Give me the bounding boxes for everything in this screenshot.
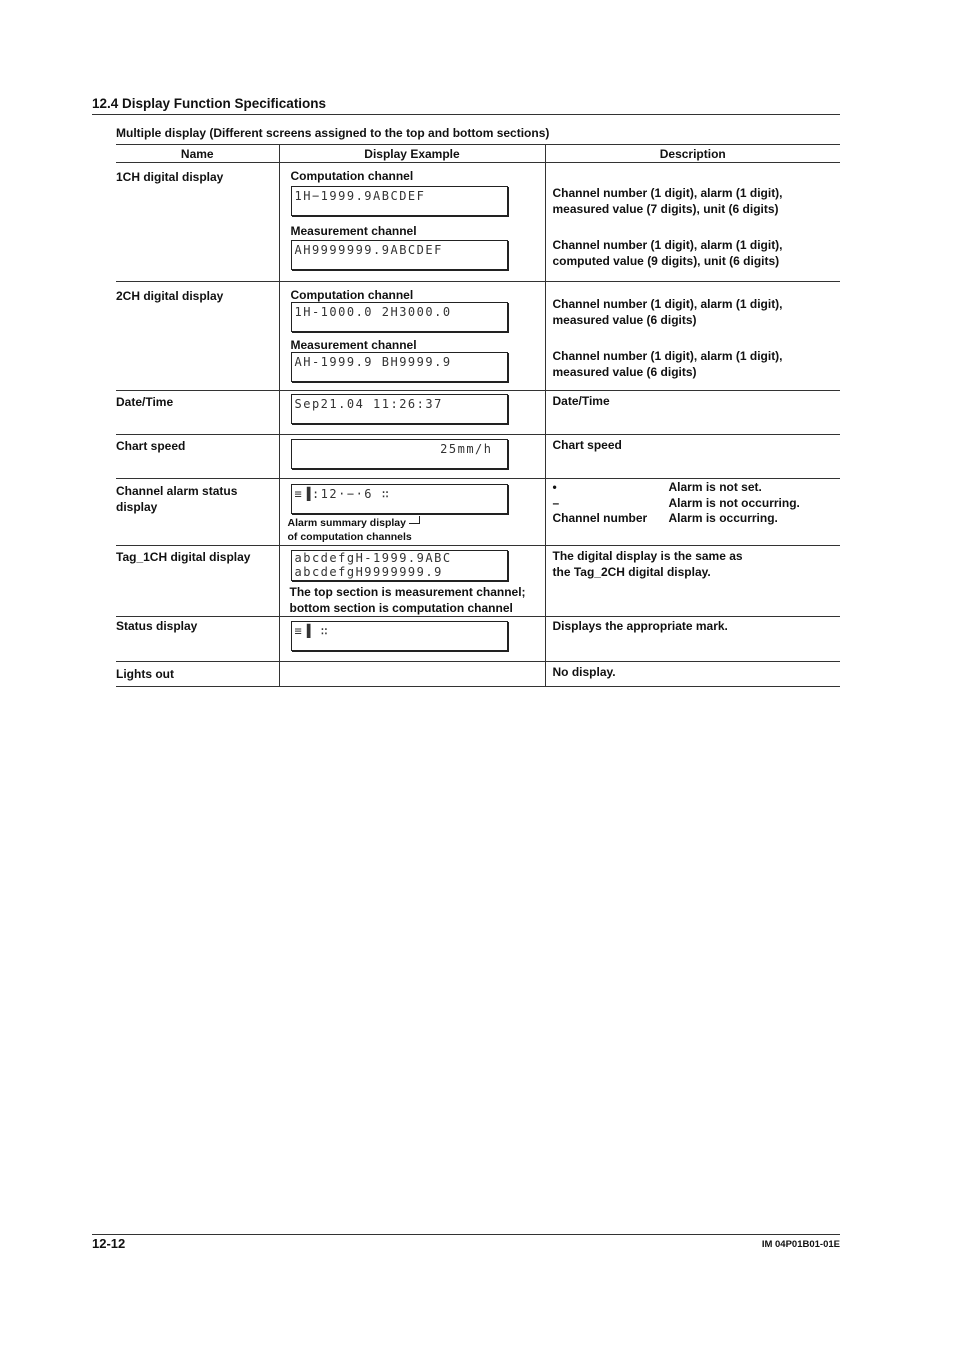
row-name-line: display: [116, 500, 158, 514]
description: [553, 549, 743, 580]
lcd-text: AH-1999.9 BH9999.9: [294, 355, 452, 369]
lcd-text: ≡▐:12·−·6 ∷: [294, 487, 391, 501]
lcd-text: 1H-1000.0 2H3000.0: [294, 305, 452, 319]
legend-key: •: [552, 480, 557, 494]
footer-rule: [92, 1234, 840, 1235]
tag-display-note: [290, 584, 526, 616]
lcd-display: [291, 302, 508, 332]
description: [553, 238, 783, 269]
measurement-channel-label: Measurement channel: [290, 338, 417, 352]
description: Chart speed: [552, 438, 622, 452]
computation-channel-label: Computation channel: [290, 288, 414, 302]
lcd-text: abcdefgH-1999.9ABC: [294, 551, 452, 565]
lcd-display: [291, 484, 508, 514]
lcd-text: AH9999999.9ABCDEF: [294, 243, 443, 257]
lcd-display: [291, 352, 508, 382]
description-line: The digital display is the same as: [552, 549, 743, 563]
legend-row: [553, 511, 800, 527]
note-line: bottom section is computation channel: [289, 601, 513, 615]
description: No display.: [552, 665, 616, 679]
legend-value: Alarm is not occurring.: [668, 495, 800, 510]
description-line: measured value (7 digits), unit (6 digits): [552, 201, 779, 216]
header-display-example: Display Example: [279, 145, 545, 163]
description-line: Channel number (1 digit), alarm (1 digit),: [552, 297, 783, 311]
row-name: Lights out: [116, 667, 174, 681]
description: Date/Time: [552, 394, 610, 408]
table-row: [116, 617, 840, 662]
alarm-summary-note: [288, 516, 420, 544]
table-row: [116, 435, 840, 479]
display-spec-table: [116, 144, 840, 687]
callout-bracket: [409, 516, 420, 524]
measurement-channel-label: Measurement channel: [290, 224, 417, 238]
description-line: Channel number (1 digit), alarm (1 digit),: [552, 186, 783, 200]
legend-key: Channel number: [552, 511, 648, 525]
row-name: 2CH digital display: [116, 289, 224, 303]
page-number: 12-12: [92, 1236, 126, 1251]
lcd-display: [291, 186, 508, 216]
description-line: Channel number (1 digit), alarm (1 digit),: [552, 238, 783, 252]
description: [553, 297, 783, 328]
note-line: The top section is measurement channel;: [289, 585, 526, 599]
row-name: Date/Time: [116, 395, 174, 409]
description-line: Channel number (1 digit), alarm (1 digit),: [552, 349, 783, 363]
row-name: Status display: [116, 619, 198, 633]
lcd-text: abcdefgH9999999.9: [294, 565, 443, 579]
alarm-legend: [553, 480, 800, 527]
row-name: 1CH digital display: [116, 170, 224, 184]
table-header-row: [116, 145, 840, 163]
table-row: [116, 662, 840, 687]
description: [553, 349, 783, 380]
description: [553, 186, 783, 217]
description-line: measured value (6 digits): [552, 364, 697, 379]
legend-row: [553, 480, 800, 496]
lcd-text: 1H−1999.9ABCDEF: [294, 189, 426, 203]
table-subtitle: Multiple display (Different screens assigned to the top and bottom sections): [116, 126, 550, 140]
lcd-display: [291, 240, 508, 270]
header-name: Name: [116, 145, 279, 163]
row-name-line: Channel alarm status: [116, 484, 238, 498]
lcd-display: [291, 439, 508, 469]
lcd-display: [291, 394, 508, 424]
section-title: 12.4 Display Function Specifications: [92, 96, 327, 111]
document-id: IM 04P01B01-01E: [761, 1239, 840, 1250]
lcd-display: [291, 621, 508, 651]
table-row: [116, 163, 840, 282]
table-row: [116, 546, 840, 617]
section-rule: [92, 114, 840, 115]
computation-channel-label: Computation channel: [290, 169, 414, 183]
header-description: Description: [545, 145, 840, 163]
legend-value: Alarm is not set.: [668, 480, 762, 494]
lcd-text: 25mm/h: [440, 442, 493, 456]
description: Displays the appropriate mark.: [552, 619, 728, 633]
description-line: measured value (6 digits): [552, 312, 697, 327]
lcd-text: Sep21.04 11:26:37: [294, 397, 443, 411]
row-name: Tag_1CH digital display: [116, 550, 251, 564]
description-line: the Tag_2CH digital display.: [552, 564, 711, 579]
table-row: [116, 479, 840, 546]
note-line: of computation channels: [287, 531, 412, 543]
table-row: [116, 282, 840, 391]
note-line: Alarm summary display: [287, 517, 406, 529]
row-name: [116, 483, 274, 515]
lcd-text: ≡▐ ∷: [294, 624, 330, 638]
legend-value: Alarm is occurring.: [668, 511, 778, 525]
table-row: [116, 391, 840, 435]
lcd-display: [291, 550, 508, 581]
legend-row: [553, 496, 800, 512]
legend-key: –: [552, 495, 560, 510]
row-name: Chart speed: [116, 439, 186, 453]
description-line: computed value (9 digits), unit (6 digits): [552, 253, 780, 268]
